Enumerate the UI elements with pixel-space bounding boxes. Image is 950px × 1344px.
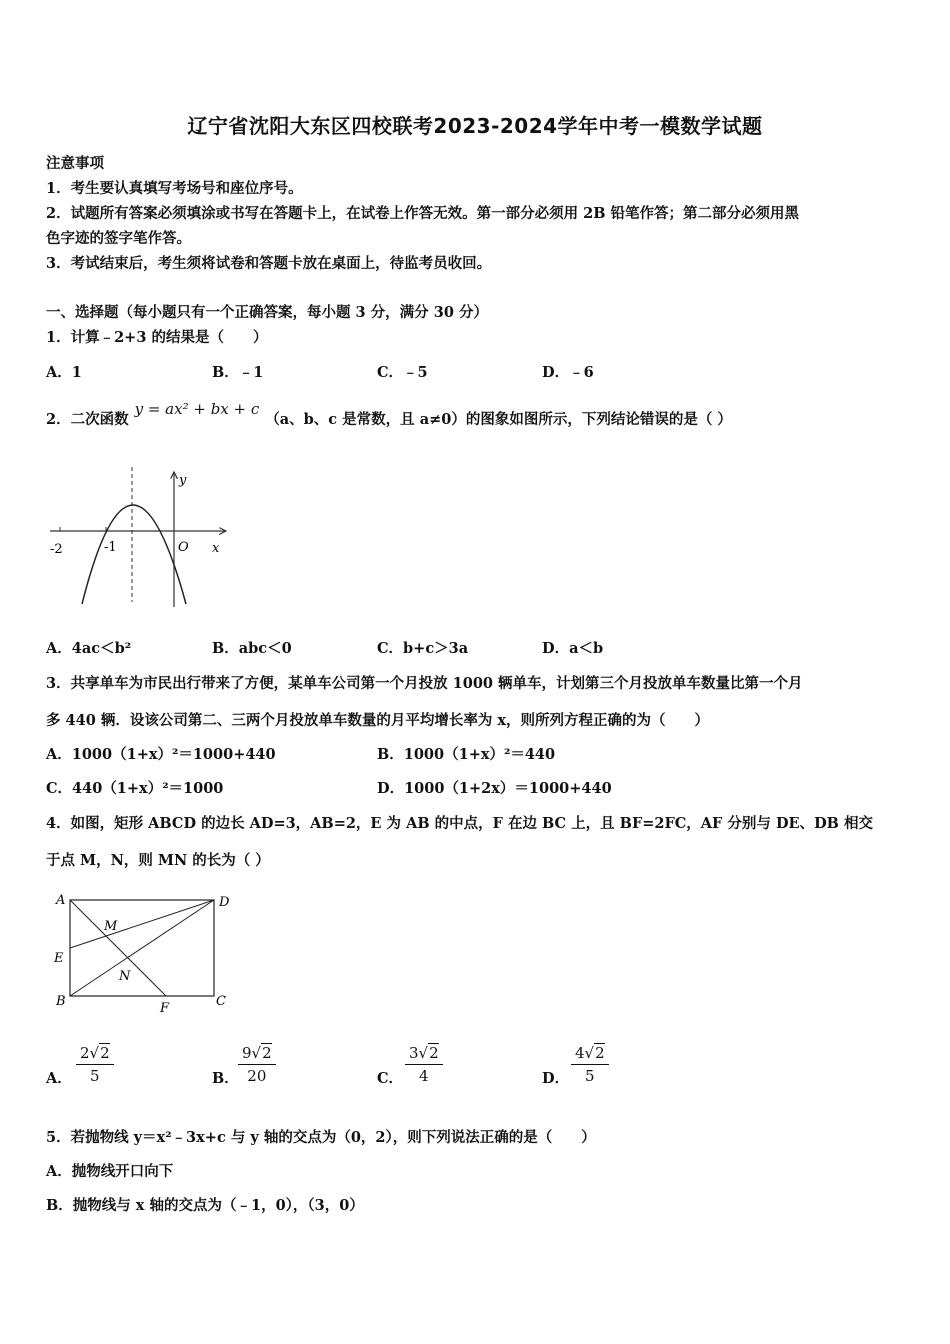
y-axis-label: y xyxy=(179,473,187,488)
q4-c-coef: 3 xyxy=(409,1044,419,1062)
segment-db xyxy=(70,900,214,996)
parabola-graph xyxy=(46,462,236,612)
q4-a-den: 5 xyxy=(90,1067,100,1085)
sqrt-icon: √ xyxy=(418,1044,429,1062)
q2-option-d: D．a＜b xyxy=(542,640,604,657)
q2-option-a: A．4ac＜b² xyxy=(46,640,132,657)
origin-label: O xyxy=(178,540,189,555)
q4-a-coef: 2 xyxy=(80,1044,90,1062)
q5-option-a: A．抛物线开口向下 xyxy=(46,1163,174,1180)
q4-a-rad: 2 xyxy=(100,1044,110,1062)
q2-formula: y = ax² + bx + c xyxy=(134,400,260,418)
q4-option-b-fraction xyxy=(238,1044,276,1085)
q3-option-b: B．1000（1+x）²＝440 xyxy=(377,746,556,763)
parabola-curve xyxy=(82,505,186,604)
q4-line-1: 4．如图，矩形 ABCD 的边长 AD=3，AB=2，E 为 AB 的中点，F 在边 BC 上，且 BF=2FC，AF 分别与 DE、DB 相交 xyxy=(46,815,873,832)
q1-option-a: A．1 xyxy=(46,364,82,381)
q4-option-d-letter: D． xyxy=(542,1070,570,1087)
tick-label-neg2: -2 xyxy=(50,542,63,557)
notice-item-2b: 色字迹的签字笔作答。 xyxy=(46,230,191,247)
notice-item-1: 1．考生要认真填写考场号和座位序号。 xyxy=(46,180,303,197)
q2-option-c: C．b+c＞3a xyxy=(377,640,469,657)
x-axis-label: x xyxy=(212,541,220,556)
q4-b-coef: 9 xyxy=(242,1044,252,1062)
label-c: C xyxy=(216,994,226,1009)
notice-item-2a: 2．试题所有答案必须填涂或书写在答题卡上，在试卷上作答无效。第一部分必须用 2B 铅笔作答；第二部分必须用黑 xyxy=(46,205,800,222)
label-e: E xyxy=(54,951,64,966)
q5-stem: 5．若抛物线 y＝x²﹣3x+c 与 y 轴的交点为（0，2），则下列说法正确的是（ ） xyxy=(46,1129,596,1146)
sqrt-icon: √ xyxy=(251,1044,262,1062)
label-a: A xyxy=(56,893,66,908)
label-f: F xyxy=(160,1001,170,1016)
q2-stem xyxy=(46,400,732,429)
segment-af xyxy=(70,900,166,996)
q4-option-a-letter: A． xyxy=(46,1070,72,1087)
q3-line-1: 3．共享单车为市民出行带来了方便，某单车公司第一个月投放 1000 辆单车，计划第三个月投放单车数量比第一个月 xyxy=(46,675,803,692)
q4-b-rad: 2 xyxy=(262,1044,272,1062)
q4-option-b-letter: B． xyxy=(212,1070,239,1087)
q3-option-d: D．1000（1+2x）＝1000+440 xyxy=(377,780,612,797)
q4-d-coef: 4 xyxy=(575,1044,585,1062)
q3-option-c: C．440（1+x）²＝1000 xyxy=(46,780,224,797)
label-m: M xyxy=(104,919,118,934)
tick-label-neg1: -1 xyxy=(104,540,117,555)
label-b: B xyxy=(56,994,66,1009)
q3-option-a: A．1000（1+x）²＝1000+440 xyxy=(46,746,276,763)
rectangle-figure xyxy=(46,888,246,1018)
q1-option-c: C．﹣5 xyxy=(377,364,428,381)
notice-item-3: 3．考试结束后，考生须将试卷和答题卡放在桌面上，待监考员收回。 xyxy=(46,255,492,272)
q2-prefix: 2．二次函数 xyxy=(46,411,129,428)
q4-d-den: 5 xyxy=(585,1067,595,1085)
q1-stem: 1．计算﹣2+3 的结果是（ ） xyxy=(46,329,268,346)
q4-option-c-fraction xyxy=(405,1044,443,1085)
q2-option-b: B．abc＜0 xyxy=(212,640,292,657)
q5-option-b: B．抛物线与 x 轴的交点为（﹣1，0），（3，0） xyxy=(46,1197,364,1214)
q4-d-rad: 2 xyxy=(595,1044,605,1062)
q2-suffix: （a、b、c 是常数，且 a≠0）的图象如图所示，下列结论错误的是（ ） xyxy=(265,411,732,428)
notice-heading: 注意事项 xyxy=(46,155,104,172)
q1-option-d: D．﹣6 xyxy=(542,364,594,381)
q4-b-den: 20 xyxy=(247,1067,267,1085)
sqrt-icon: √ xyxy=(89,1044,100,1062)
q4-option-c-letter: C． xyxy=(377,1070,404,1087)
section-heading: 一、选择题（每小题只有一个正确答案，每小题 3 分，满分 30 分） xyxy=(46,304,488,321)
q4-option-d-fraction xyxy=(571,1044,609,1085)
sqrt-icon: √ xyxy=(584,1044,595,1062)
q3-line-2: 多 440 辆．设该公司第二、三两个月投放单车数量的月平均增长率为 x，则所列方程正确的为（ ） xyxy=(46,712,710,729)
label-d: D xyxy=(219,895,230,910)
q4-line-2: 于点 M，N，则 MN 的长为（ ） xyxy=(46,852,270,869)
segment-de xyxy=(70,900,214,948)
page-title: 辽宁省沈阳大东区四校联考2023-2024学年中考一模数学试题 xyxy=(187,114,763,138)
q4-option-a-fraction xyxy=(76,1044,114,1085)
q4-c-den: 4 xyxy=(419,1067,429,1085)
q1-option-b: B．﹣1 xyxy=(212,364,264,381)
q4-c-rad: 2 xyxy=(429,1044,439,1062)
label-n: N xyxy=(119,969,131,984)
